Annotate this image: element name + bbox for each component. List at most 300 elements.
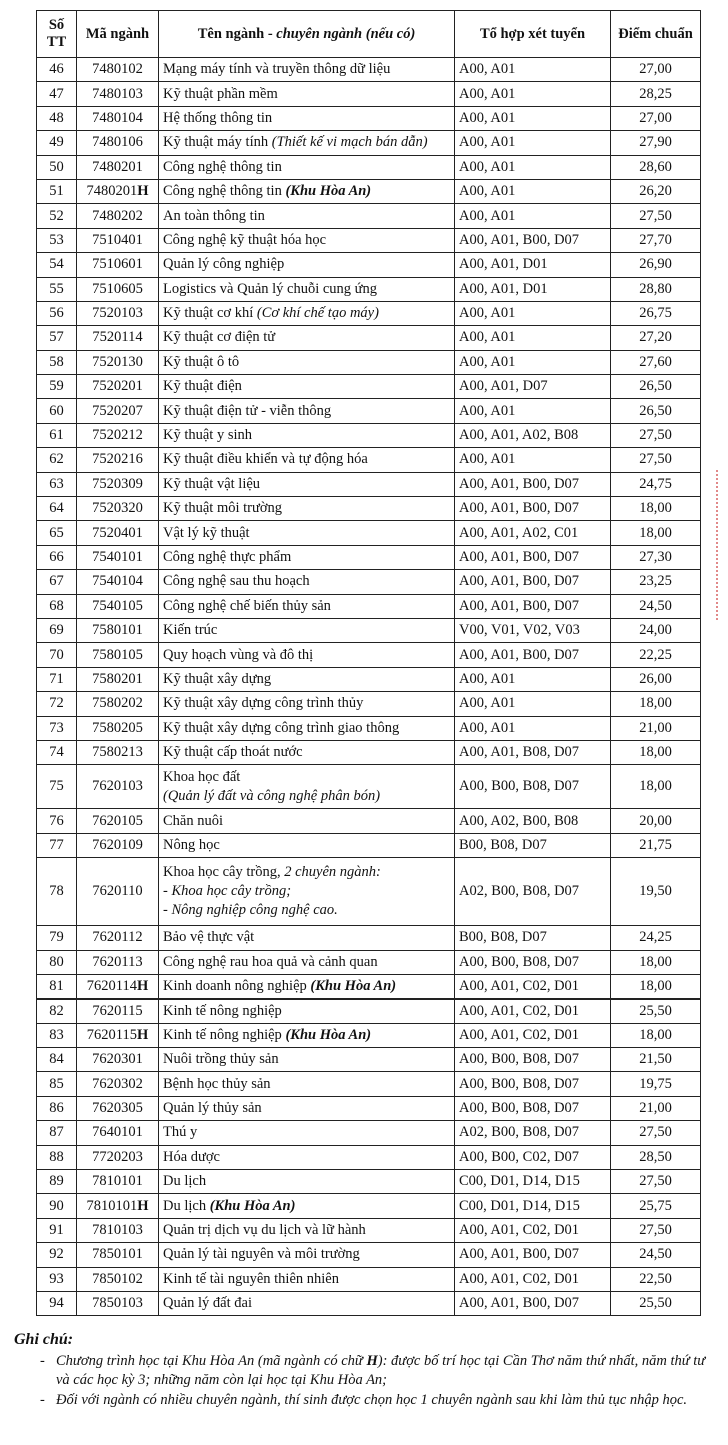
row-code bbox=[77, 716, 159, 740]
table-row bbox=[37, 858, 701, 926]
notes-section bbox=[14, 1330, 714, 1411]
row-code bbox=[77, 131, 159, 155]
row-name-text: Vật lý kỹ thuật bbox=[163, 524, 250, 541]
note-bold: H bbox=[366, 1353, 378, 1369]
row-code-number: 7620103 bbox=[92, 778, 143, 795]
row-combo: A00, A02, B00, B08 bbox=[455, 809, 611, 833]
row-score: 27,50 bbox=[611, 1170, 701, 1194]
row-stt: 60 bbox=[37, 399, 77, 423]
table-row bbox=[37, 82, 701, 106]
admission-scores-table bbox=[36, 10, 701, 1316]
row-stt: 51 bbox=[37, 179, 77, 203]
row-code-number: 7480102 bbox=[92, 61, 143, 78]
row-score: 27,50 bbox=[611, 1218, 701, 1242]
row-score: 26,75 bbox=[611, 301, 701, 325]
row-code bbox=[77, 277, 159, 301]
row-stt: 69 bbox=[37, 618, 77, 642]
row-name bbox=[159, 448, 455, 472]
row-name-text: Du lịch bbox=[163, 1197, 210, 1214]
row-code-number: 7520103 bbox=[92, 305, 143, 322]
row-code-number: 7850101 bbox=[92, 1246, 143, 1263]
row-combo: A00, A01 bbox=[455, 179, 611, 203]
row-code-number: 7580205 bbox=[92, 719, 143, 736]
row-score: 18,00 bbox=[611, 497, 701, 521]
row-name-text: Công nghệ chế biến thủy sản bbox=[163, 597, 331, 614]
row-name bbox=[159, 204, 455, 228]
row-code bbox=[77, 545, 159, 569]
row-score: 28,25 bbox=[611, 82, 701, 106]
row-combo: A00, A01, C02, D01 bbox=[455, 1218, 611, 1242]
row-code bbox=[77, 667, 159, 691]
row-stt: 80 bbox=[37, 950, 77, 974]
notes-title: Ghi chú: bbox=[14, 1331, 74, 1348]
table-row bbox=[37, 1048, 701, 1072]
row-name-location: (Khu Hòa An) bbox=[285, 183, 372, 200]
row-score: 28,60 bbox=[611, 155, 701, 179]
row-name-text: Kỹ thuật điện bbox=[163, 378, 242, 395]
header-stt: Số TT bbox=[37, 11, 77, 58]
row-combo: A00, B00, B08, D07 bbox=[455, 765, 611, 809]
row-score: 27,60 bbox=[611, 350, 701, 374]
row-name bbox=[159, 667, 455, 691]
header-combo: Tổ hợp xét tuyển bbox=[455, 11, 611, 58]
row-combo: V00, V01, V02, V03 bbox=[455, 618, 611, 642]
row-code-number: 7580105 bbox=[92, 646, 143, 663]
row-code bbox=[77, 1291, 159, 1315]
row-code bbox=[77, 618, 159, 642]
row-stt: 59 bbox=[37, 375, 77, 399]
row-code-number: 7720203 bbox=[92, 1148, 143, 1165]
row-combo: A00, A01 bbox=[455, 131, 611, 155]
table-row bbox=[37, 204, 701, 228]
row-name bbox=[159, 545, 455, 569]
row-name-note-line: (Quản lý đất và công nghệ phân bón) bbox=[163, 787, 381, 804]
row-combo: A00, A01, B00, D07 bbox=[455, 228, 611, 252]
row-name-text: Kỹ thuật điều khiển và tự động hóa bbox=[163, 451, 368, 468]
row-code-number: 7620114 bbox=[86, 977, 137, 994]
table-row bbox=[37, 643, 701, 667]
table-row bbox=[37, 448, 701, 472]
row-code-number: 7480201 bbox=[92, 158, 143, 175]
table-row bbox=[37, 716, 701, 740]
row-combo: C00, D01, D14, D15 bbox=[455, 1194, 611, 1218]
row-score: 25,75 bbox=[611, 1194, 701, 1218]
row-name bbox=[159, 1218, 455, 1242]
row-name bbox=[159, 926, 455, 950]
row-code bbox=[77, 1170, 159, 1194]
table-row bbox=[37, 1243, 701, 1267]
row-combo: A00, A01 bbox=[455, 716, 611, 740]
row-code bbox=[77, 521, 159, 545]
table-row bbox=[37, 692, 701, 716]
table-row bbox=[37, 667, 701, 691]
row-name bbox=[159, 1194, 455, 1218]
row-score: 23,25 bbox=[611, 570, 701, 594]
row-score: 26,00 bbox=[611, 667, 701, 691]
row-code bbox=[77, 448, 159, 472]
table-row bbox=[37, 740, 701, 764]
row-name bbox=[159, 692, 455, 716]
table-row bbox=[37, 570, 701, 594]
note-text: Đối với ngành có nhiều chuyên ngành, thí sinh được chọn học 1 chuyên ngành sau khi làm thủ tục nhập học. bbox=[56, 1392, 688, 1408]
row-code-number: 7580201 bbox=[92, 670, 143, 687]
row-code-number: 7620110 bbox=[92, 883, 143, 900]
row-combo: A00, A01, B00, D07 bbox=[455, 594, 611, 618]
row-code bbox=[77, 570, 159, 594]
row-name bbox=[159, 1145, 455, 1169]
row-name-text: Kỹ thuật phần mềm bbox=[163, 85, 278, 102]
table-row bbox=[37, 399, 701, 423]
row-name-text: Bệnh học thủy sản bbox=[163, 1075, 271, 1092]
row-name-text: Bảo vệ thực vật bbox=[163, 929, 255, 946]
table-row bbox=[37, 277, 701, 301]
row-code bbox=[77, 594, 159, 618]
row-name bbox=[159, 1048, 455, 1072]
row-score: 24,50 bbox=[611, 1243, 701, 1267]
row-score: 26,50 bbox=[611, 399, 701, 423]
row-code bbox=[77, 740, 159, 764]
row-name-location: (Khu Hòa An) bbox=[310, 977, 397, 994]
note-dash: - bbox=[40, 1353, 45, 1369]
table-row bbox=[37, 999, 701, 1023]
row-name bbox=[159, 472, 455, 496]
row-code-number: 7620105 bbox=[92, 812, 143, 829]
stamp-marks bbox=[716, 470, 728, 620]
row-score: 18,00 bbox=[611, 1023, 701, 1047]
row-combo: A00, B00, B08, D07 bbox=[455, 1072, 611, 1096]
row-code-number: 7580101 bbox=[92, 622, 143, 639]
row-combo: A00, A01, B00, D07 bbox=[455, 545, 611, 569]
row-stt: 57 bbox=[37, 326, 77, 350]
note-text-after: ): được bố trí học tại Cần Thơ năm thứ nhất, năm thứ tư và các học kỳ 3; những năm còn lại học tại Khu Hòa An; bbox=[56, 1353, 706, 1388]
row-score: 25,50 bbox=[611, 999, 701, 1023]
row-score: 20,00 bbox=[611, 809, 701, 833]
row-score: 26,90 bbox=[611, 253, 701, 277]
row-name bbox=[159, 131, 455, 155]
row-name-text: Kỹ thuật điện tử - viễn thông bbox=[163, 402, 332, 419]
row-code bbox=[77, 950, 159, 974]
row-name bbox=[159, 399, 455, 423]
row-code-number: 7480202 bbox=[92, 207, 143, 224]
row-name-text: Kỹ thuật máy tính bbox=[163, 134, 272, 151]
row-code-number: 7620301 bbox=[92, 1051, 143, 1068]
table-row bbox=[37, 833, 701, 857]
table-row bbox=[37, 809, 701, 833]
row-stt: 90 bbox=[37, 1194, 77, 1218]
row-score: 22,50 bbox=[611, 1267, 701, 1291]
row-combo: A00, B00, B08, D07 bbox=[455, 1096, 611, 1120]
row-code bbox=[77, 809, 159, 833]
row-code bbox=[77, 1023, 159, 1047]
row-stt: 73 bbox=[37, 716, 77, 740]
row-code-number: 7480201 bbox=[86, 183, 138, 200]
header-name bbox=[159, 11, 455, 58]
row-code-number: 7620112 bbox=[92, 929, 143, 946]
row-combo: A00, A01 bbox=[455, 326, 611, 350]
row-name-sub-line: - Khoa học cây trồng; bbox=[163, 883, 292, 900]
row-code-number: 7620109 bbox=[92, 836, 143, 853]
row-name bbox=[159, 765, 455, 809]
row-code-number: 7810103 bbox=[92, 1221, 143, 1238]
row-name-text: Kỹ thuật cơ khí bbox=[163, 305, 257, 322]
row-name bbox=[159, 423, 455, 447]
row-name bbox=[159, 809, 455, 833]
row-name bbox=[159, 1170, 455, 1194]
row-name bbox=[159, 974, 455, 998]
row-code bbox=[77, 350, 159, 374]
row-stt: 62 bbox=[37, 448, 77, 472]
row-stt: 87 bbox=[37, 1121, 77, 1145]
row-code bbox=[77, 765, 159, 809]
row-score: 27,00 bbox=[611, 106, 701, 130]
table-body bbox=[37, 58, 701, 1316]
row-name bbox=[159, 179, 455, 203]
table-row bbox=[37, 1121, 701, 1145]
table-row bbox=[37, 1096, 701, 1120]
row-code bbox=[77, 692, 159, 716]
row-code-suffix: H bbox=[137, 183, 149, 200]
row-stt: 61 bbox=[37, 423, 77, 447]
row-score: 24,25 bbox=[611, 926, 701, 950]
row-combo: A00, A01, B00, D07 bbox=[455, 497, 611, 521]
row-name-text: Công nghệ thông tin bbox=[163, 183, 286, 200]
row-code bbox=[77, 228, 159, 252]
row-score: 18,00 bbox=[611, 765, 701, 809]
row-code-number: 7810101 bbox=[86, 1197, 138, 1214]
row-stt: 52 bbox=[37, 204, 77, 228]
note-item-1 bbox=[14, 1352, 714, 1390]
row-code-number: 7480104 bbox=[92, 109, 143, 126]
row-stt: 46 bbox=[37, 58, 77, 82]
row-combo: A00, A01, C02, D01 bbox=[455, 1023, 611, 1047]
row-name-text: Chăn nuôi bbox=[163, 812, 224, 829]
row-stt: 89 bbox=[37, 1170, 77, 1194]
row-code-number: 7810101 bbox=[92, 1173, 143, 1190]
row-name-line bbox=[163, 768, 450, 787]
note-item-2 bbox=[14, 1391, 714, 1410]
row-score: 27,50 bbox=[611, 423, 701, 447]
row-code bbox=[77, 643, 159, 667]
row-stt: 85 bbox=[37, 1072, 77, 1096]
row-stt: 56 bbox=[37, 301, 77, 325]
table-row bbox=[37, 1291, 701, 1315]
row-name bbox=[159, 1023, 455, 1047]
row-name bbox=[159, 228, 455, 252]
row-name-text: Logistics và Quản lý chuỗi cung ứng bbox=[163, 280, 378, 297]
row-name-text: Kỹ thuật vật liệu bbox=[163, 475, 261, 492]
row-stt: 74 bbox=[37, 740, 77, 764]
row-stt: 75 bbox=[37, 765, 77, 809]
row-name bbox=[159, 950, 455, 974]
row-score: 27,50 bbox=[611, 448, 701, 472]
table-row bbox=[37, 1072, 701, 1096]
row-code-number: 7520309 bbox=[92, 475, 143, 492]
header-code: Mã ngành bbox=[77, 11, 159, 58]
row-code bbox=[77, 926, 159, 950]
row-score: 27,70 bbox=[611, 228, 701, 252]
row-name-line bbox=[163, 863, 450, 882]
row-name bbox=[159, 1291, 455, 1315]
row-name-text: Quản lý đất đai bbox=[163, 1295, 252, 1312]
row-name bbox=[159, 740, 455, 764]
row-code bbox=[77, 58, 159, 82]
table-row bbox=[37, 950, 701, 974]
row-stt: 93 bbox=[37, 1267, 77, 1291]
row-name-note: 2 chuyên ngành: bbox=[284, 864, 381, 881]
row-name bbox=[159, 716, 455, 740]
row-name-text: Mạng máy tính và truyền thông dữ liệu bbox=[163, 61, 391, 78]
row-code-number: 7850102 bbox=[92, 1270, 143, 1287]
row-code-number: 7540101 bbox=[92, 549, 143, 565]
row-name-text: Công nghệ rau hoa quả và cảnh quan bbox=[163, 953, 378, 970]
table-header-row bbox=[37, 11, 701, 58]
row-stt: 81 bbox=[37, 974, 77, 998]
row-name-text: Kỹ thuật xây dựng công trình thủy bbox=[163, 695, 364, 712]
row-combo: A00, A01, B08, D07 bbox=[455, 740, 611, 764]
row-stt: 66 bbox=[37, 545, 77, 569]
note-dash: - bbox=[40, 1392, 45, 1408]
row-combo: A00, A01, B00, D07 bbox=[455, 643, 611, 667]
row-code bbox=[77, 1145, 159, 1169]
row-combo: A00, A01 bbox=[455, 667, 611, 691]
row-name-text: Khoa học cây trồng, bbox=[163, 864, 285, 881]
table-row bbox=[37, 253, 701, 277]
row-stt: 94 bbox=[37, 1291, 77, 1315]
row-combo: A00, A01, B00, D07 bbox=[455, 1291, 611, 1315]
row-stt: 70 bbox=[37, 643, 77, 667]
row-code bbox=[77, 204, 159, 228]
row-code bbox=[77, 1121, 159, 1145]
row-combo: A00, A01, B00, D07 bbox=[455, 472, 611, 496]
row-code bbox=[77, 1048, 159, 1072]
row-score: 27,50 bbox=[611, 204, 701, 228]
row-code bbox=[77, 326, 159, 350]
table-row bbox=[37, 179, 701, 203]
row-code-number: 7480106 bbox=[92, 134, 143, 151]
row-score: 21,00 bbox=[611, 1096, 701, 1120]
row-combo: A00, A01, D01 bbox=[455, 277, 611, 301]
row-score: 27,50 bbox=[611, 1121, 701, 1145]
row-code-number: 7520212 bbox=[92, 427, 143, 444]
table-row bbox=[37, 155, 701, 179]
row-combo: A00, A01, C02, D01 bbox=[455, 1267, 611, 1291]
row-score: 21,00 bbox=[611, 716, 701, 740]
row-name bbox=[159, 155, 455, 179]
row-name-note: (Cơ khí chế tạo máy) bbox=[256, 305, 379, 322]
row-name-text: An toàn thông tin bbox=[163, 207, 265, 224]
row-combo: A00, A01, B00, D07 bbox=[455, 570, 611, 594]
row-name bbox=[159, 82, 455, 106]
row-code-number: 7520201 bbox=[92, 378, 143, 395]
row-code-number: 7620115 bbox=[86, 1026, 137, 1043]
table-row bbox=[37, 423, 701, 447]
row-code-number: 7520207 bbox=[92, 402, 143, 419]
table-row bbox=[37, 58, 701, 82]
table-row bbox=[37, 350, 701, 374]
row-code-number: 7510401 bbox=[92, 231, 143, 248]
table-row bbox=[37, 301, 701, 325]
row-code-number: 7510605 bbox=[92, 280, 143, 297]
row-stt: 58 bbox=[37, 350, 77, 374]
row-code-number: 7620113 bbox=[92, 953, 143, 970]
row-stt: 65 bbox=[37, 521, 77, 545]
row-code bbox=[77, 179, 159, 203]
row-score: 21,75 bbox=[611, 833, 701, 857]
row-combo: A02, B00, B08, D07 bbox=[455, 858, 611, 926]
row-stt: 64 bbox=[37, 497, 77, 521]
row-code-number: 7520320 bbox=[92, 500, 143, 517]
table-row bbox=[37, 131, 701, 155]
row-name-text: Kỹ thuật cơ điện tử bbox=[163, 329, 276, 346]
row-code bbox=[77, 472, 159, 496]
row-name-text: Kỹ thuật xây dựng bbox=[163, 670, 272, 687]
row-name-text: Kinh tế tài nguyên thiên nhiên bbox=[163, 1270, 339, 1287]
row-name-text: Công nghệ kỹ thuật hóa học bbox=[163, 231, 327, 248]
row-code bbox=[77, 1194, 159, 1218]
row-stt: 84 bbox=[37, 1048, 77, 1072]
row-name-text: Công nghệ sau thu hoạch bbox=[163, 573, 310, 590]
row-name-note: (Thiết kế vi mạch bán dẫn) bbox=[271, 134, 428, 151]
row-code bbox=[77, 155, 159, 179]
table-row bbox=[37, 1145, 701, 1169]
row-code bbox=[77, 1218, 159, 1242]
row-name-text: Kỹ thuật cấp thoát nước bbox=[163, 744, 303, 761]
row-combo: A00, A01 bbox=[455, 448, 611, 472]
row-name-text: Kinh tế nông nghiệp bbox=[163, 1002, 282, 1019]
row-score: 27,90 bbox=[611, 131, 701, 155]
row-code-number: 7520114 bbox=[92, 329, 143, 346]
row-stt: 67 bbox=[37, 570, 77, 594]
table-row bbox=[37, 618, 701, 642]
row-name-text: Hệ thống thông tin bbox=[163, 109, 273, 126]
row-name-text: Hóa dược bbox=[163, 1148, 220, 1165]
row-stt: 47 bbox=[37, 82, 77, 106]
table-row bbox=[37, 1218, 701, 1242]
row-name-location: (Khu Hòa An) bbox=[285, 1026, 372, 1043]
row-name bbox=[159, 301, 455, 325]
row-code-number: 7520401 bbox=[92, 524, 143, 541]
row-code-suffix: H bbox=[136, 1026, 149, 1043]
row-stt: 63 bbox=[37, 472, 77, 496]
row-name-text: Quản trị dịch vụ du lịch và lữ hành bbox=[163, 1221, 366, 1238]
row-name-text: Kỹ thuật y sinh bbox=[163, 427, 253, 444]
row-name-text: Quản lý tài nguyên và môi trường bbox=[163, 1246, 360, 1263]
row-stt: 82 bbox=[37, 999, 77, 1023]
row-combo: A00, A01, C02, D01 bbox=[455, 974, 611, 998]
row-stt: 88 bbox=[37, 1145, 77, 1169]
row-code bbox=[77, 1243, 159, 1267]
row-name-text: Nuôi trồng thủy sản bbox=[163, 1051, 279, 1068]
row-score: 26,20 bbox=[611, 179, 701, 203]
row-code bbox=[77, 375, 159, 399]
header-score: Điểm chuẩn bbox=[611, 11, 701, 58]
row-score: 18,00 bbox=[611, 521, 701, 545]
row-name-text: Khoa học đất bbox=[163, 768, 241, 785]
row-code-number: 7620302 bbox=[92, 1075, 143, 1092]
row-name bbox=[159, 618, 455, 642]
row-code-suffix: H bbox=[137, 1197, 149, 1214]
row-combo: A00, A01, B00, D07 bbox=[455, 1243, 611, 1267]
row-score: 28,50 bbox=[611, 1145, 701, 1169]
row-stt: 72 bbox=[37, 692, 77, 716]
row-name-text: Du lịch bbox=[163, 1173, 207, 1190]
row-combo: A00, B00, C02, D07 bbox=[455, 1145, 611, 1169]
row-name bbox=[159, 1243, 455, 1267]
table-row bbox=[37, 472, 701, 496]
row-score: 18,00 bbox=[611, 974, 701, 998]
row-combo: A00, A01 bbox=[455, 692, 611, 716]
table-row bbox=[37, 974, 701, 998]
